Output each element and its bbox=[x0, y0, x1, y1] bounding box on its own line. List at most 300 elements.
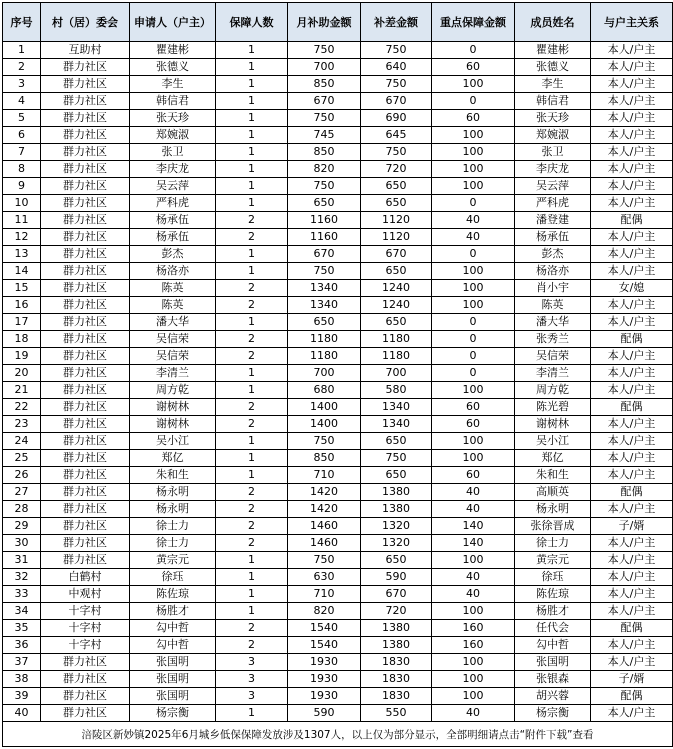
cell-monthly-allowance: 650 bbox=[288, 314, 361, 331]
cell-key-support-amount: 0 bbox=[432, 365, 515, 382]
table-row bbox=[3, 603, 673, 620]
cell-member-name: 杨宗衡 bbox=[515, 705, 591, 722]
cell-index: 37 bbox=[3, 654, 41, 671]
cell-applicant: 张卫 bbox=[130, 144, 216, 161]
cell-village: 群力社区 bbox=[41, 535, 130, 552]
cell-key-support-amount: 160 bbox=[432, 637, 515, 654]
cell-applicant: 李庆龙 bbox=[130, 161, 216, 178]
cell-key-support-amount: 100 bbox=[432, 161, 515, 178]
cell-difference-amount: 640 bbox=[361, 59, 432, 76]
cell-covered-persons: 2 bbox=[216, 535, 288, 552]
cell-covered-persons: 3 bbox=[216, 688, 288, 705]
header-applicant: 申请人（户主） bbox=[130, 3, 216, 42]
cell-key-support-amount: 100 bbox=[432, 178, 515, 195]
cell-relation: 本人/户主 bbox=[591, 161, 673, 178]
cell-village: 群力社区 bbox=[41, 246, 130, 263]
cell-applicant: 黄宗元 bbox=[130, 552, 216, 569]
cell-member-name: 任代会 bbox=[515, 620, 591, 637]
cell-monthly-allowance: 1160 bbox=[288, 229, 361, 246]
cell-village: 群力社区 bbox=[41, 348, 130, 365]
cell-covered-persons: 1 bbox=[216, 246, 288, 263]
cell-difference-amount: 670 bbox=[361, 586, 432, 603]
cell-monthly-allowance: 745 bbox=[288, 127, 361, 144]
header-key-support-amount: 重点保障金额 bbox=[432, 3, 515, 42]
cell-index: 19 bbox=[3, 348, 41, 365]
cell-village: 互助村 bbox=[41, 42, 130, 59]
cell-covered-persons: 1 bbox=[216, 433, 288, 450]
cell-relation: 本人/户主 bbox=[591, 433, 673, 450]
table-row bbox=[3, 501, 673, 518]
cell-key-support-amount: 100 bbox=[432, 127, 515, 144]
cell-applicant: 吴信荣 bbox=[130, 348, 216, 365]
cell-relation: 本人/户主 bbox=[591, 229, 673, 246]
cell-monthly-allowance: 630 bbox=[288, 569, 361, 586]
cell-monthly-allowance: 700 bbox=[288, 59, 361, 76]
cell-index: 3 bbox=[3, 76, 41, 93]
cell-monthly-allowance: 1930 bbox=[288, 671, 361, 688]
cell-monthly-allowance: 670 bbox=[288, 246, 361, 263]
table-row bbox=[3, 535, 673, 552]
cell-member-name: 谢树林 bbox=[515, 416, 591, 433]
cell-monthly-allowance: 1540 bbox=[288, 637, 361, 654]
cell-relation: 本人/户主 bbox=[591, 42, 673, 59]
table-row bbox=[3, 127, 673, 144]
cell-monthly-allowance: 1460 bbox=[288, 535, 361, 552]
footer-note: 涪陵区新妙镇2025年6月城乡低保保障发放涉及1307人，以上仅为部分显示，全部明细请点击“附件下载”查看 bbox=[3, 722, 673, 747]
cell-difference-amount: 1180 bbox=[361, 331, 432, 348]
table-row bbox=[3, 280, 673, 297]
cell-applicant: 徐珏 bbox=[130, 569, 216, 586]
cell-member-name: 郑婉淑 bbox=[515, 127, 591, 144]
table-row bbox=[3, 433, 673, 450]
cell-difference-amount: 1380 bbox=[361, 620, 432, 637]
cell-difference-amount: 750 bbox=[361, 144, 432, 161]
table-row bbox=[3, 161, 673, 178]
cell-index: 14 bbox=[3, 263, 41, 280]
cell-relation: 子/婿 bbox=[591, 671, 673, 688]
cell-key-support-amount: 140 bbox=[432, 535, 515, 552]
cell-village: 群力社区 bbox=[41, 161, 130, 178]
cell-relation: 女/媳 bbox=[591, 280, 673, 297]
cell-relation: 本人/户主 bbox=[591, 178, 673, 195]
cell-covered-persons: 3 bbox=[216, 671, 288, 688]
cell-index: 7 bbox=[3, 144, 41, 161]
cell-applicant: 杨胜才 bbox=[130, 603, 216, 620]
cell-village: 群力社区 bbox=[41, 688, 130, 705]
cell-key-support-amount: 60 bbox=[432, 399, 515, 416]
cell-village: 群力社区 bbox=[41, 314, 130, 331]
cell-monthly-allowance: 1160 bbox=[288, 212, 361, 229]
table-row bbox=[3, 178, 673, 195]
table-row bbox=[3, 76, 673, 93]
table-row bbox=[3, 416, 673, 433]
table-row bbox=[3, 484, 673, 501]
cell-covered-persons: 1 bbox=[216, 263, 288, 280]
table-row bbox=[3, 229, 673, 246]
cell-monthly-allowance: 1930 bbox=[288, 654, 361, 671]
cell-key-support-amount: 60 bbox=[432, 416, 515, 433]
cell-village: 群力社区 bbox=[41, 76, 130, 93]
cell-index: 10 bbox=[3, 195, 41, 212]
cell-covered-persons: 1 bbox=[216, 586, 288, 603]
cell-monthly-allowance: 820 bbox=[288, 161, 361, 178]
cell-monthly-allowance: 1930 bbox=[288, 688, 361, 705]
cell-member-name: 杨承伍 bbox=[515, 229, 591, 246]
cell-key-support-amount: 0 bbox=[432, 348, 515, 365]
cell-index: 28 bbox=[3, 501, 41, 518]
cell-difference-amount: 1830 bbox=[361, 654, 432, 671]
cell-covered-persons: 1 bbox=[216, 450, 288, 467]
cell-member-name: 高顺英 bbox=[515, 484, 591, 501]
cell-difference-amount: 1340 bbox=[361, 416, 432, 433]
cell-key-support-amount: 40 bbox=[432, 586, 515, 603]
cell-index: 38 bbox=[3, 671, 41, 688]
cell-relation: 本人/户主 bbox=[591, 110, 673, 127]
cell-index: 30 bbox=[3, 535, 41, 552]
cell-village: 群力社区 bbox=[41, 144, 130, 161]
cell-covered-persons: 1 bbox=[216, 382, 288, 399]
cell-monthly-allowance: 590 bbox=[288, 705, 361, 722]
cell-key-support-amount: 100 bbox=[432, 76, 515, 93]
cell-relation: 本人/户主 bbox=[591, 450, 673, 467]
cell-member-name: 杨胜才 bbox=[515, 603, 591, 620]
cell-applicant: 潘大华 bbox=[130, 314, 216, 331]
cell-index: 20 bbox=[3, 365, 41, 382]
cell-applicant: 徐士力 bbox=[130, 535, 216, 552]
cell-village: 十字村 bbox=[41, 637, 130, 654]
table-row bbox=[3, 705, 673, 722]
cell-member-name: 陈佐琼 bbox=[515, 586, 591, 603]
table-row bbox=[3, 552, 673, 569]
allowance-table bbox=[2, 2, 673, 747]
cell-member-name: 张银森 bbox=[515, 671, 591, 688]
cell-village: 群力社区 bbox=[41, 297, 130, 314]
cell-key-support-amount: 140 bbox=[432, 518, 515, 535]
cell-member-name: 徐士力 bbox=[515, 535, 591, 552]
cell-difference-amount: 650 bbox=[361, 433, 432, 450]
table-row bbox=[3, 144, 673, 161]
cell-index: 40 bbox=[3, 705, 41, 722]
cell-relation: 本人/户主 bbox=[591, 263, 673, 280]
cell-difference-amount: 1340 bbox=[361, 399, 432, 416]
cell-difference-amount: 1380 bbox=[361, 501, 432, 518]
cell-member-name: 吴信荣 bbox=[515, 348, 591, 365]
cell-monthly-allowance: 1340 bbox=[288, 297, 361, 314]
cell-applicant: 周方乾 bbox=[130, 382, 216, 399]
cell-member-name: 吴小江 bbox=[515, 433, 591, 450]
cell-applicant: 彭杰 bbox=[130, 246, 216, 263]
cell-key-support-amount: 100 bbox=[432, 144, 515, 161]
cell-relation: 子/婿 bbox=[591, 518, 673, 535]
cell-key-support-amount: 0 bbox=[432, 314, 515, 331]
cell-village: 群力社区 bbox=[41, 382, 130, 399]
header-difference-amount: 补差金额 bbox=[361, 3, 432, 42]
table-row bbox=[3, 314, 673, 331]
cell-key-support-amount: 160 bbox=[432, 620, 515, 637]
cell-member-name: 陈光碧 bbox=[515, 399, 591, 416]
cell-difference-amount: 590 bbox=[361, 569, 432, 586]
cell-key-support-amount: 0 bbox=[432, 42, 515, 59]
cell-member-name: 勾中哲 bbox=[515, 637, 591, 654]
header-member-name: 成员姓名 bbox=[515, 3, 591, 42]
cell-relation: 本人/户主 bbox=[591, 467, 673, 484]
cell-difference-amount: 750 bbox=[361, 76, 432, 93]
table-footer-row bbox=[3, 722, 673, 747]
cell-applicant: 张国明 bbox=[130, 654, 216, 671]
cell-difference-amount: 750 bbox=[361, 450, 432, 467]
cell-relation: 本人/户主 bbox=[591, 501, 673, 518]
cell-covered-persons: 2 bbox=[216, 501, 288, 518]
cell-relation: 本人/户主 bbox=[591, 348, 673, 365]
cell-monthly-allowance: 710 bbox=[288, 586, 361, 603]
table-row bbox=[3, 59, 673, 76]
cell-monthly-allowance: 1340 bbox=[288, 280, 361, 297]
cell-monthly-allowance: 1400 bbox=[288, 399, 361, 416]
cell-difference-amount: 1830 bbox=[361, 688, 432, 705]
cell-covered-persons: 2 bbox=[216, 297, 288, 314]
cell-applicant: 韩信君 bbox=[130, 93, 216, 110]
cell-covered-persons: 1 bbox=[216, 178, 288, 195]
cell-index: 11 bbox=[3, 212, 41, 229]
cell-difference-amount: 650 bbox=[361, 314, 432, 331]
cell-index: 27 bbox=[3, 484, 41, 501]
cell-covered-persons: 2 bbox=[216, 348, 288, 365]
cell-key-support-amount: 100 bbox=[432, 263, 515, 280]
cell-relation: 本人/户主 bbox=[591, 365, 673, 382]
cell-monthly-allowance: 1180 bbox=[288, 348, 361, 365]
cell-covered-persons: 1 bbox=[216, 705, 288, 722]
cell-applicant: 李生 bbox=[130, 76, 216, 93]
cell-village: 群力社区 bbox=[41, 110, 130, 127]
cell-index: 31 bbox=[3, 552, 41, 569]
cell-monthly-allowance: 670 bbox=[288, 93, 361, 110]
cell-relation: 本人/户主 bbox=[591, 705, 673, 722]
cell-index: 21 bbox=[3, 382, 41, 399]
table-row bbox=[3, 688, 673, 705]
cell-member-name: 吴云萍 bbox=[515, 178, 591, 195]
cell-village: 群力社区 bbox=[41, 671, 130, 688]
cell-covered-persons: 2 bbox=[216, 637, 288, 654]
cell-index: 18 bbox=[3, 331, 41, 348]
cell-covered-persons: 1 bbox=[216, 144, 288, 161]
cell-relation: 本人/户主 bbox=[591, 382, 673, 399]
cell-covered-persons: 1 bbox=[216, 110, 288, 127]
cell-index: 6 bbox=[3, 127, 41, 144]
cell-member-name: 张德义 bbox=[515, 59, 591, 76]
cell-difference-amount: 670 bbox=[361, 246, 432, 263]
cell-applicant: 杨承伍 bbox=[130, 212, 216, 229]
cell-member-name: 张秀兰 bbox=[515, 331, 591, 348]
cell-key-support-amount: 100 bbox=[432, 688, 515, 705]
cell-member-name: 张天珍 bbox=[515, 110, 591, 127]
cell-relation: 本人/户主 bbox=[591, 637, 673, 654]
cell-village: 群力社区 bbox=[41, 127, 130, 144]
cell-covered-persons: 1 bbox=[216, 127, 288, 144]
cell-applicant: 陈英 bbox=[130, 297, 216, 314]
cell-village: 群力社区 bbox=[41, 433, 130, 450]
cell-covered-persons: 1 bbox=[216, 569, 288, 586]
cell-difference-amount: 1180 bbox=[361, 348, 432, 365]
cell-index: 33 bbox=[3, 586, 41, 603]
cell-monthly-allowance: 650 bbox=[288, 195, 361, 212]
cell-difference-amount: 1240 bbox=[361, 297, 432, 314]
cell-monthly-allowance: 1420 bbox=[288, 501, 361, 518]
cell-applicant: 吴云萍 bbox=[130, 178, 216, 195]
cell-monthly-allowance: 750 bbox=[288, 178, 361, 195]
cell-covered-persons: 2 bbox=[216, 399, 288, 416]
cell-difference-amount: 690 bbox=[361, 110, 432, 127]
cell-member-name: 彭杰 bbox=[515, 246, 591, 263]
cell-applicant: 严科虎 bbox=[130, 195, 216, 212]
cell-village: 白鹤村 bbox=[41, 569, 130, 586]
cell-applicant: 杨宗衡 bbox=[130, 705, 216, 722]
cell-covered-persons: 1 bbox=[216, 467, 288, 484]
cell-member-name: 潘大华 bbox=[515, 314, 591, 331]
table-body bbox=[3, 42, 673, 722]
cell-applicant: 张国明 bbox=[130, 671, 216, 688]
cell-covered-persons: 1 bbox=[216, 314, 288, 331]
cell-covered-persons: 3 bbox=[216, 654, 288, 671]
table-row bbox=[3, 42, 673, 59]
cell-key-support-amount: 40 bbox=[432, 705, 515, 722]
cell-relation: 本人/户主 bbox=[591, 654, 673, 671]
cell-difference-amount: 750 bbox=[361, 42, 432, 59]
table-row bbox=[3, 671, 673, 688]
cell-difference-amount: 720 bbox=[361, 161, 432, 178]
cell-village: 群力社区 bbox=[41, 416, 130, 433]
cell-difference-amount: 650 bbox=[361, 467, 432, 484]
cell-key-support-amount: 40 bbox=[432, 569, 515, 586]
cell-village: 群力社区 bbox=[41, 484, 130, 501]
cell-relation: 配偶 bbox=[591, 331, 673, 348]
cell-difference-amount: 1120 bbox=[361, 212, 432, 229]
table-row bbox=[3, 399, 673, 416]
cell-member-name: 胡兴蓉 bbox=[515, 688, 591, 705]
cell-key-support-amount: 100 bbox=[432, 603, 515, 620]
cell-index: 5 bbox=[3, 110, 41, 127]
cell-key-support-amount: 100 bbox=[432, 382, 515, 399]
cell-village: 群力社区 bbox=[41, 705, 130, 722]
cell-applicant: 朱和生 bbox=[130, 467, 216, 484]
cell-member-name: 朱和生 bbox=[515, 467, 591, 484]
cell-relation: 本人/户主 bbox=[591, 76, 673, 93]
cell-relation: 本人/户主 bbox=[591, 535, 673, 552]
cell-member-name: 张徐晋成 bbox=[515, 518, 591, 535]
cell-index: 8 bbox=[3, 161, 41, 178]
cell-covered-persons: 1 bbox=[216, 161, 288, 178]
cell-applicant: 徐士力 bbox=[130, 518, 216, 535]
cell-relation: 本人/户主 bbox=[591, 246, 673, 263]
cell-member-name: 韩信君 bbox=[515, 93, 591, 110]
cell-key-support-amount: 0 bbox=[432, 195, 515, 212]
cell-covered-persons: 2 bbox=[216, 620, 288, 637]
cell-difference-amount: 550 bbox=[361, 705, 432, 722]
cell-covered-persons: 2 bbox=[216, 416, 288, 433]
cell-index: 32 bbox=[3, 569, 41, 586]
cell-relation: 本人/户主 bbox=[591, 586, 673, 603]
header-relation: 与户主关系 bbox=[591, 3, 673, 42]
cell-key-support-amount: 40 bbox=[432, 501, 515, 518]
cell-village: 群力社区 bbox=[41, 518, 130, 535]
cell-village: 群力社区 bbox=[41, 59, 130, 76]
cell-village: 群力社区 bbox=[41, 280, 130, 297]
cell-monthly-allowance: 820 bbox=[288, 603, 361, 620]
table-row bbox=[3, 586, 673, 603]
cell-village: 十字村 bbox=[41, 620, 130, 637]
cell-key-support-amount: 100 bbox=[432, 671, 515, 688]
table-row bbox=[3, 246, 673, 263]
cell-member-name: 严科虎 bbox=[515, 195, 591, 212]
cell-index: 13 bbox=[3, 246, 41, 263]
cell-key-support-amount: 100 bbox=[432, 654, 515, 671]
cell-key-support-amount: 60 bbox=[432, 59, 515, 76]
cell-village: 群力社区 bbox=[41, 195, 130, 212]
header-monthly-allowance: 月补助金额 bbox=[288, 3, 361, 42]
cell-index: 4 bbox=[3, 93, 41, 110]
cell-member-name: 黄宗元 bbox=[515, 552, 591, 569]
cell-index: 24 bbox=[3, 433, 41, 450]
cell-member-name: 徐珏 bbox=[515, 569, 591, 586]
cell-village: 群力社区 bbox=[41, 501, 130, 518]
cell-key-support-amount: 100 bbox=[432, 433, 515, 450]
cell-difference-amount: 1380 bbox=[361, 637, 432, 654]
cell-index: 35 bbox=[3, 620, 41, 637]
cell-index: 29 bbox=[3, 518, 41, 535]
cell-monthly-allowance: 750 bbox=[288, 433, 361, 450]
cell-difference-amount: 1240 bbox=[361, 280, 432, 297]
table-row bbox=[3, 450, 673, 467]
cell-member-name: 李庆龙 bbox=[515, 161, 591, 178]
table-row bbox=[3, 467, 673, 484]
cell-relation: 本人/户主 bbox=[591, 314, 673, 331]
cell-index: 1 bbox=[3, 42, 41, 59]
table-row bbox=[3, 110, 673, 127]
cell-relation: 本人/户主 bbox=[591, 59, 673, 76]
cell-relation: 本人/户主 bbox=[591, 297, 673, 314]
cell-applicant: 郑婉淑 bbox=[130, 127, 216, 144]
cell-covered-persons: 2 bbox=[216, 212, 288, 229]
cell-relation: 配偶 bbox=[591, 688, 673, 705]
cell-village: 群力社区 bbox=[41, 467, 130, 484]
cell-covered-persons: 2 bbox=[216, 484, 288, 501]
cell-difference-amount: 580 bbox=[361, 382, 432, 399]
cell-monthly-allowance: 1400 bbox=[288, 416, 361, 433]
cell-applicant: 杨洛亦 bbox=[130, 263, 216, 280]
cell-covered-persons: 1 bbox=[216, 42, 288, 59]
cell-member-name: 肖小宇 bbox=[515, 280, 591, 297]
cell-key-support-amount: 0 bbox=[432, 246, 515, 263]
header-covered-persons: 保障人数 bbox=[216, 3, 288, 42]
table-row bbox=[3, 382, 673, 399]
cell-applicant: 勾中哲 bbox=[130, 620, 216, 637]
cell-relation: 配偶 bbox=[591, 399, 673, 416]
cell-monthly-allowance: 710 bbox=[288, 467, 361, 484]
cell-monthly-allowance: 850 bbox=[288, 144, 361, 161]
cell-village: 群力社区 bbox=[41, 450, 130, 467]
cell-applicant: 陈英 bbox=[130, 280, 216, 297]
cell-monthly-allowance: 750 bbox=[288, 263, 361, 280]
cell-member-name: 李清兰 bbox=[515, 365, 591, 382]
cell-applicant: 勾中哲 bbox=[130, 637, 216, 654]
cell-village: 群力社区 bbox=[41, 365, 130, 382]
cell-applicant: 谢树林 bbox=[130, 399, 216, 416]
cell-index: 23 bbox=[3, 416, 41, 433]
table-row bbox=[3, 212, 673, 229]
cell-covered-persons: 1 bbox=[216, 59, 288, 76]
cell-village: 十字村 bbox=[41, 603, 130, 620]
cell-relation: 本人/户主 bbox=[591, 127, 673, 144]
cell-applicant: 杨永明 bbox=[130, 484, 216, 501]
